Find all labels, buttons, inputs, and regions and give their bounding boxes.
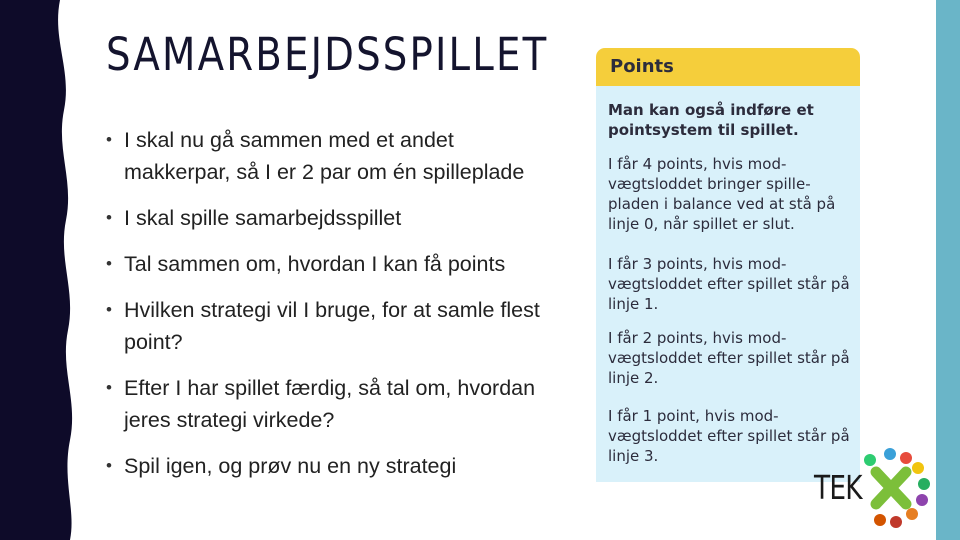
points-rule-3: I får 3 points, hvis mod-vægtsloddet efter spillet står på linje 1. (608, 255, 850, 313)
points-card (596, 48, 860, 482)
bullet-item: • Tal sammen om, hvordan I kan få points (104, 248, 544, 280)
tek-x-logo (808, 446, 930, 530)
points-rule-1: I får 1 point, hvis mod-vægtsloddet efter spillet står på linje 3. (608, 407, 850, 465)
bullet-item: • I skal spille samarbejdsspillet (104, 202, 544, 234)
logo-text: TEK (814, 468, 862, 507)
bullet-item: • I skal nu gå sammen med et andet makkerpar, så I er 2 par om én spilleplade (104, 124, 544, 188)
slide-title: SAMARBEJDSSPILLET (106, 28, 549, 81)
points-card-header (596, 48, 860, 86)
points-card-body (596, 86, 860, 482)
points-intro: Man kan også indføre et pointsystem til spillet. (608, 101, 814, 139)
bullet-item: • Hvilken strategi vil I bruge, for at samle flest point? (104, 294, 544, 358)
bullet-item: • Efter I har spillet færdig, så tal om, hvordan jeres strategi virkede? (104, 372, 544, 436)
decorative-dark-band (0, 0, 100, 540)
points-rule-4: I får 4 points, hvis mod-vægtsloddet bringer spille-pladen i balance ved at stå på linje 0, når spillet er slut. (608, 155, 836, 233)
decorative-accent-band (936, 0, 960, 540)
bullet-item: • Spil igen, og prøv nu en ny strategi (104, 450, 544, 482)
instruction-list (104, 124, 544, 496)
points-rule-2: I får 2 points, hvis mod-vægtsloddet efter spillet står på linje 2. (608, 329, 850, 387)
points-card-title: Points (610, 56, 674, 77)
x-mark-icon (848, 446, 932, 530)
